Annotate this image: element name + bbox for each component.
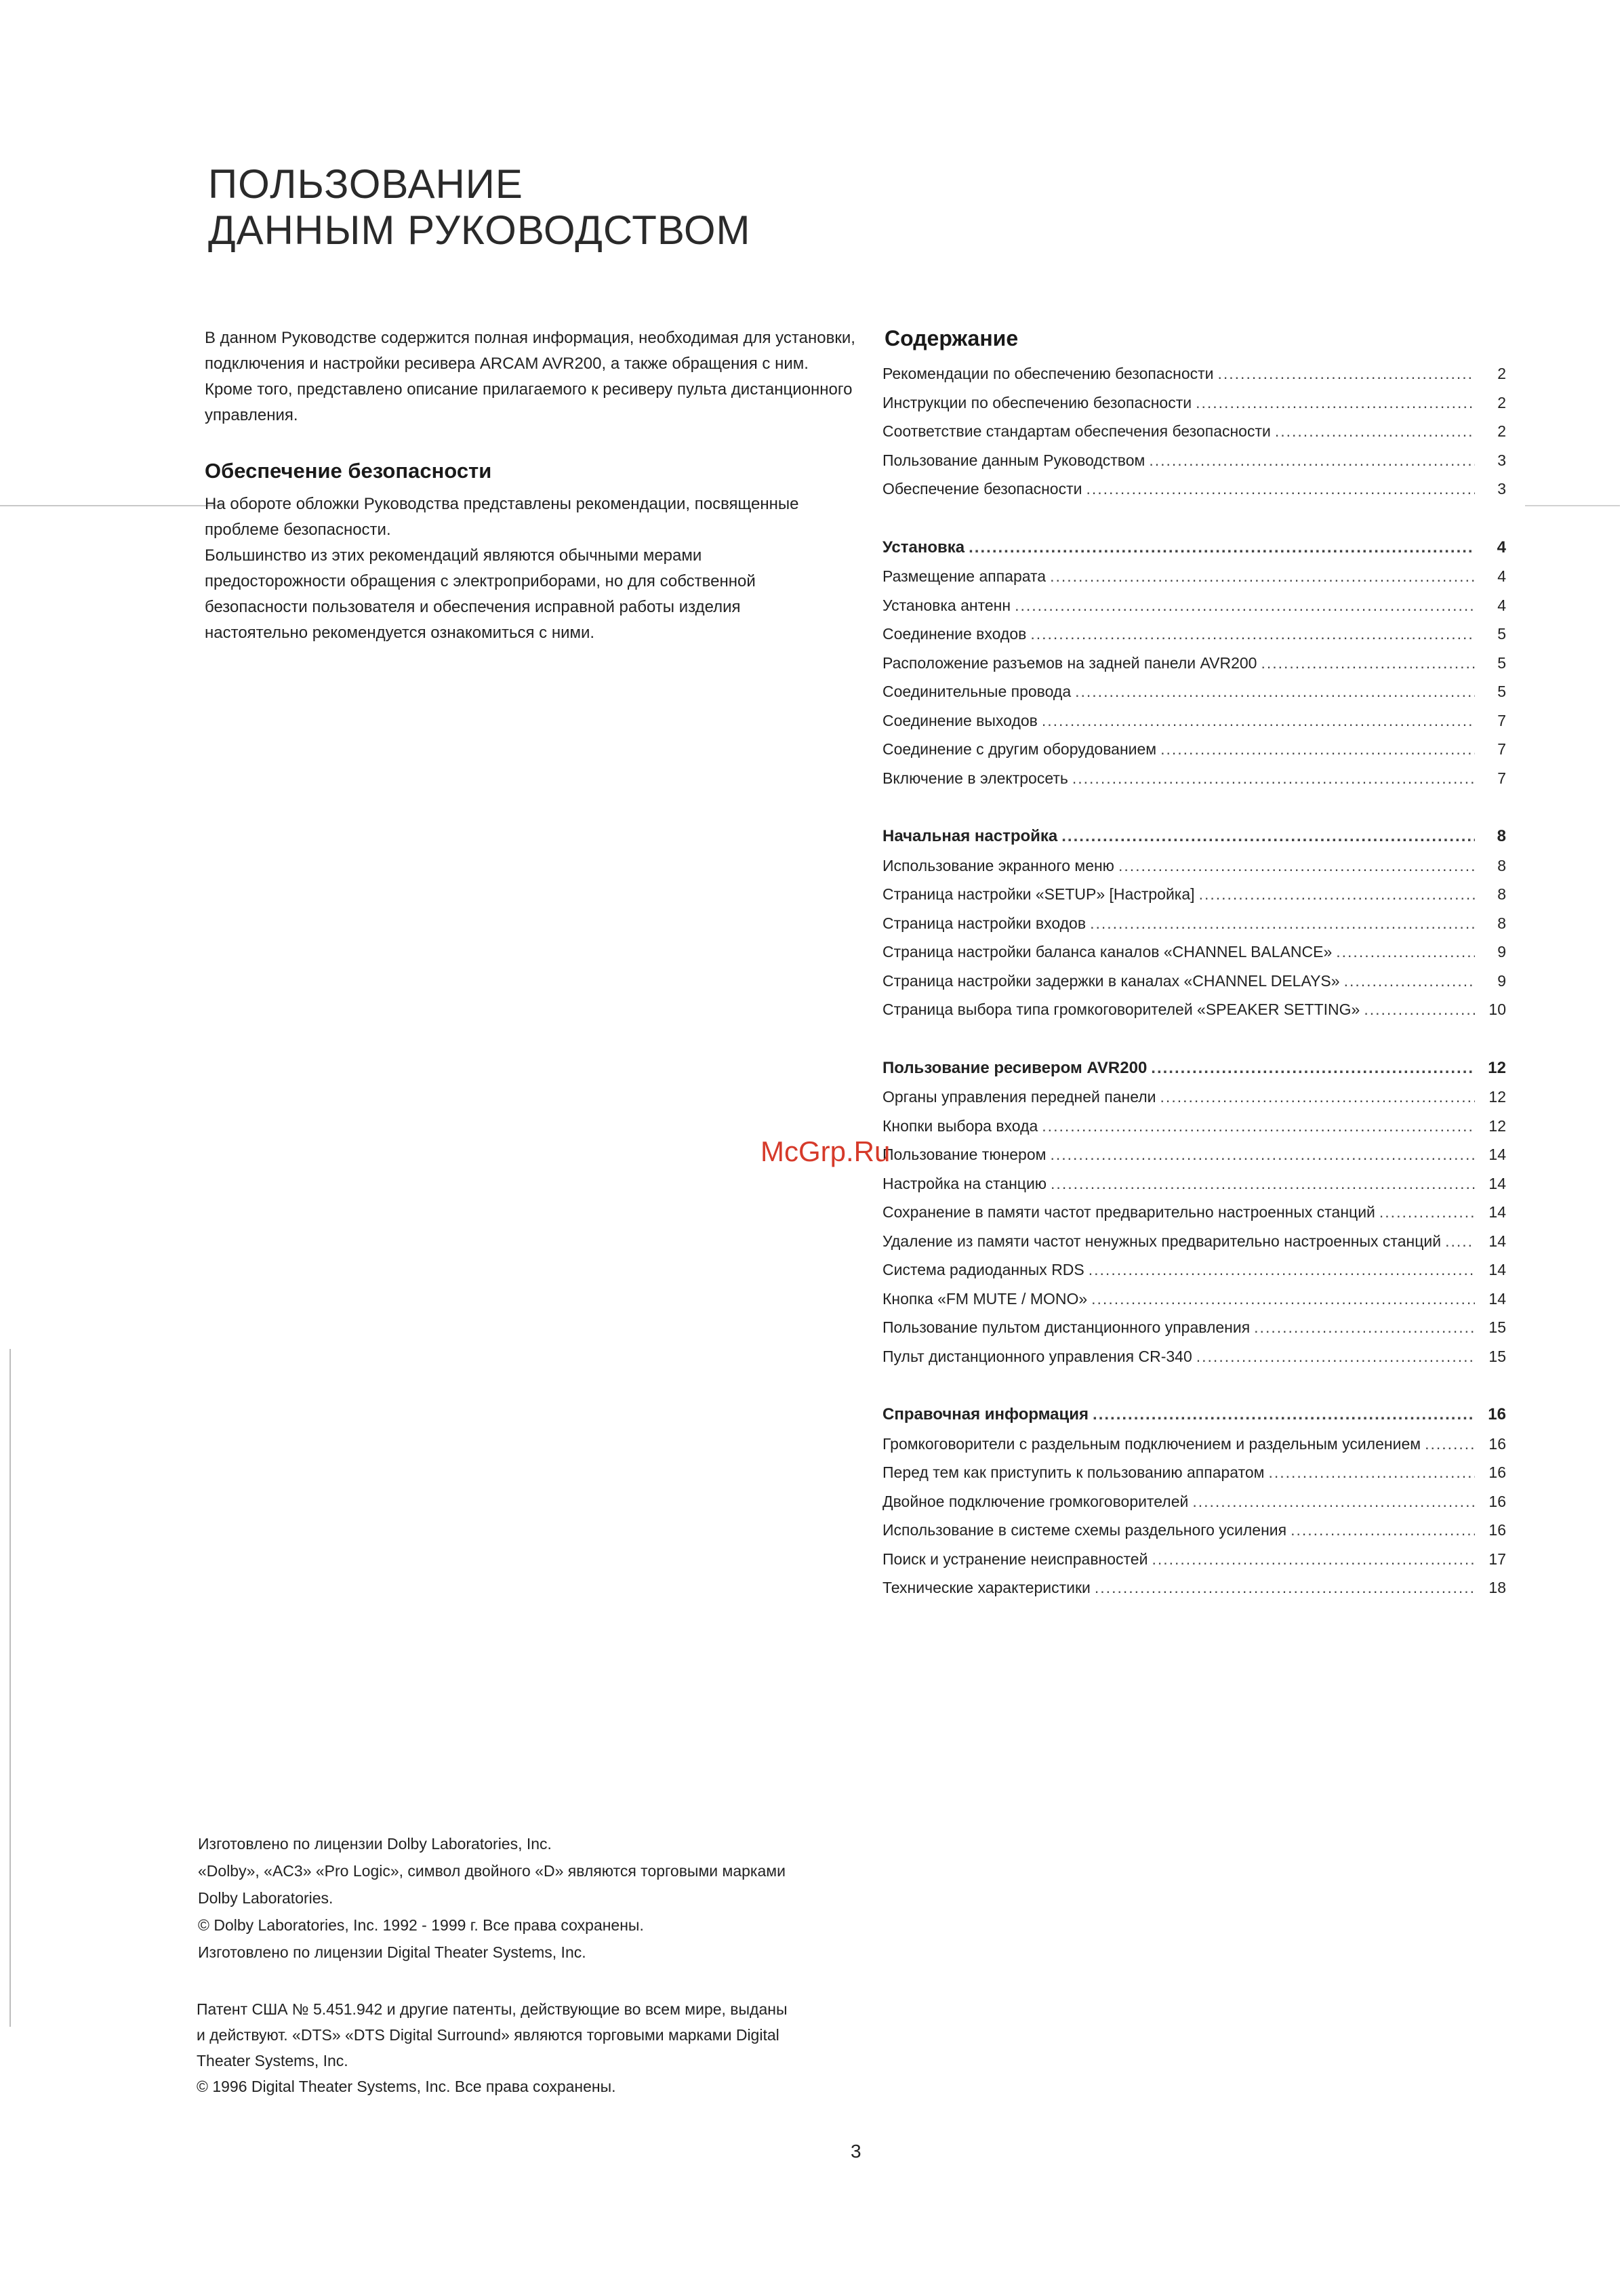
toc-entry-page: 7: [1497, 740, 1506, 758]
toc-leader-dots: [1192, 1487, 1475, 1516]
toc-leader-dots: [1089, 1255, 1475, 1285]
toc-leader-dots: [1160, 735, 1475, 764]
toc-entry-page: 14: [1488, 1146, 1506, 1163]
toc-entry-page: 5: [1497, 625, 1506, 643]
toc-entry-page: 4: [1497, 567, 1506, 585]
toc-leader-dots: [1095, 1573, 1475, 1602]
legal-line: Изготовлено по лицензии Digital Theater Systems, Inc.: [198, 1943, 586, 1961]
toc-entry-page: 3: [1497, 451, 1506, 469]
toc-entry-label: Установка антенн: [882, 596, 1011, 614]
toc-entry-page: 14: [1488, 1289, 1506, 1308]
toc-leader-dots: [1030, 620, 1475, 649]
toc-leader-dots: [1072, 764, 1475, 793]
toc-section: [882, 1400, 1506, 1602]
toc-entry-label: Соединительные провода: [882, 683, 1072, 700]
toc-entry: [882, 1140, 1506, 1169]
toc-entry-label: Система радиоданных RDS: [882, 1261, 1084, 1278]
toc-leader-dots: [1336, 937, 1475, 967]
scan-artifact-line: [0, 505, 224, 506]
toc-entry-page: 18: [1488, 1579, 1506, 1596]
toc-entry-page: 14: [1488, 1174, 1506, 1192]
toc-entry-page: 16: [1488, 1492, 1506, 1510]
toc-entry-page: 17: [1488, 1550, 1506, 1568]
toc-entry-label: Пользование тюнером: [882, 1146, 1047, 1163]
toc-entry: [882, 851, 1506, 881]
toc-entry-page: 3: [1497, 480, 1506, 498]
toc-entry-page: 9: [1497, 971, 1506, 990]
toc-entry-label: Страница настройки «SETUP» [Настройка]: [882, 885, 1195, 903]
toc-entry-page: 15: [1488, 1347, 1506, 1365]
toc-entry-label: Соединение входов: [882, 625, 1027, 643]
toc-leader-dots: [1087, 474, 1476, 504]
toc-leader-dots: [1090, 909, 1475, 938]
toc-entry-page: 4: [1497, 596, 1506, 614]
toc-entry-page: 10: [1488, 1001, 1506, 1018]
toc-entry-label: Использование экранного меню: [882, 856, 1114, 874]
toc-leader-dots: [1196, 388, 1475, 418]
toc-entry-label: Кнопки выбора входа: [882, 1116, 1038, 1135]
legal-line: «Dolby», «AC3» «Pro Logic», символ двойного «D» являются торговыми марками: [198, 1862, 786, 1880]
toc-entry-label: Сохранение в памяти частот предварительно настроенных станций: [882, 1203, 1375, 1221]
toc-entry-page: 16: [1488, 1463, 1506, 1481]
toc-leader-dots: [1091, 1285, 1475, 1314]
toc-entry: [882, 735, 1506, 764]
toc-entry: [882, 1169, 1506, 1198]
toc-leader-dots: [1015, 591, 1475, 620]
toc-entry: [882, 1516, 1506, 1545]
toc-entry-label: Органы управления передней панели: [882, 1088, 1156, 1106]
table-of-contents: [882, 359, 1506, 1632]
toc-entry-label: Инструкции по обеспечению безопасности: [882, 393, 1192, 411]
toc-entry-label: Обеспечение безопасности: [882, 480, 1082, 498]
toc-entry-page: 12: [1488, 1116, 1506, 1135]
toc-section: [882, 533, 1506, 793]
toc-leader-dots: [1199, 880, 1475, 909]
toc-leader-dots: [1075, 677, 1475, 706]
toc-entry-label: Страница настройки задержки в каналах «CHANNEL DELAYS»: [882, 971, 1340, 990]
toc-leader-dots: [1152, 1545, 1475, 1574]
toc-entry-label: Страница настройки входов: [882, 914, 1087, 932]
toc-entry-page: 2: [1497, 365, 1506, 382]
toc-entry: [882, 1545, 1506, 1574]
legal-line: и действуют. «DTS» «DTS Digital Surround» являются торговыми марками Digital: [197, 2026, 779, 2044]
page-title: [208, 161, 751, 254]
scan-artifact-line: [1525, 505, 1620, 506]
legal-line: Theater Systems, Inc.: [197, 2052, 348, 2069]
toc-entry: [882, 417, 1506, 446]
toc-entry-page: 8: [1497, 827, 1506, 845]
page-title-line-1: ПОЛЬЗОВАНИЕ: [208, 161, 523, 207]
toc-entry-page: 14: [1488, 1203, 1506, 1221]
scan-artifact-edge: [9, 1349, 11, 2027]
toc-entry-page: 12: [1488, 1088, 1506, 1106]
toc-entry: [882, 620, 1506, 649]
toc-section: [882, 359, 1506, 504]
toc-entry-page: 14: [1488, 1261, 1506, 1278]
legal-line: © Dolby Laboratories, Inc. 1992 - 1999 г. Все права сохранены.: [198, 1916, 644, 1934]
toc-leader-dots: [1051, 1169, 1475, 1198]
toc-entry: [882, 1342, 1506, 1371]
toc-entry-page: 5: [1497, 683, 1506, 700]
toc-entry-label: Соединение выходов: [882, 711, 1038, 729]
toc-entry: [882, 474, 1506, 504]
toc-section-title: [882, 1054, 1506, 1083]
safety-paragraph-1: На обороте обложки Руководства представлены рекомендации, посвященные проблеме безопасности.: [205, 495, 799, 539]
toc-leader-dots: [1196, 1342, 1475, 1371]
toc-entry: [882, 706, 1506, 735]
toc-entry-page: 15: [1488, 1318, 1506, 1336]
toc-entry-label: Громкоговорители с раздельным подключением и раздельным усилением: [882, 1434, 1421, 1453]
toc-entry: [882, 562, 1506, 591]
page-title-line-2: ДАННЫМ РУКОВОДСТВОМ: [208, 207, 751, 253]
toc-entry: [882, 388, 1506, 418]
toc-entry-label: Установка: [882, 538, 965, 557]
toc-entry-label: Соответствие стандартам обеспечения безопасности: [882, 422, 1271, 440]
intro-paragraph: В данном Руководстве содержится полная информация, необходимая для установки, подключения и настройки ресивера ARCAM AVR200, а также обращения с ним. Кроме того, представлено описание прилагаемого к ресиверу пульта дистанционного управления.: [205, 329, 855, 424]
toc-entry-label: Страница настройки баланса каналов «CHANNEL BALANCE»: [882, 943, 1333, 961]
safety-paragraph-2: Большинство из этих рекомендаций являются обычными мерами предосторожности обращения с электроприборами, но для собственной безопасности пользователя и обеспечения исправной работы изделия настоятельно рекомендуется ознакомиться с ними.: [205, 546, 756, 642]
safety-text: [205, 491, 842, 646]
toc-entry-label: Использование в системе схемы раздельного усиления: [882, 1521, 1287, 1539]
toc-entry-label: Размещение аппарата: [882, 567, 1047, 585]
toc-leader-dots: [1050, 562, 1475, 591]
toc-leader-dots: [1042, 1112, 1475, 1141]
toc-entry-page: 16: [1488, 1405, 1506, 1423]
toc-entry: [882, 937, 1506, 967]
toc-leader-dots: [1093, 1400, 1475, 1430]
toc-entry-page: 16: [1488, 1521, 1506, 1539]
toc-leader-dots: [1218, 359, 1476, 388]
toc-leader-dots: [1268, 1458, 1475, 1487]
toc-entry: [882, 967, 1506, 996]
toc-leader-dots: [1291, 1516, 1475, 1545]
toc-leader-dots: [1445, 1227, 1475, 1256]
toc-leader-dots: [1050, 1140, 1475, 1169]
toc-leader-dots: [1425, 1430, 1475, 1459]
toc-leader-dots: [1118, 851, 1475, 881]
toc-leader-dots: [1261, 649, 1475, 678]
toc-entry: [882, 1285, 1506, 1314]
toc-entry-page: 4: [1497, 538, 1506, 557]
toc-entry: [882, 1198, 1506, 1227]
toc-leader-dots: [1254, 1313, 1475, 1342]
toc-entry: [882, 1313, 1506, 1342]
toc-entry: [882, 1573, 1506, 1602]
toc-entry: [882, 1430, 1506, 1459]
safety-heading: Обеспечение безопасности: [205, 459, 492, 483]
toc-entry-page: 7: [1497, 769, 1506, 787]
toc-entry: [882, 880, 1506, 909]
toc-entry-label: Страница выбора типа громкоговорителей «SPEAKER SETTING»: [882, 1001, 1360, 1018]
toc-section: [882, 1054, 1506, 1371]
toc-entry: [882, 1112, 1506, 1141]
toc-heading: Содержание: [885, 326, 1019, 350]
toc-entry-page: 9: [1497, 943, 1506, 961]
toc-entry-label: Пульт дистанционного управления CR-340: [882, 1347, 1192, 1365]
legal-line: Изготовлено по лицензии Dolby Laboratories, Inc.: [198, 1835, 552, 1853]
toc-entry: [882, 649, 1506, 678]
toc-entry-label: Удаление из памяти частот ненужных предварительно настроенных станций: [882, 1232, 1442, 1250]
toc-entry: [882, 1458, 1506, 1487]
toc-entry-page: 5: [1497, 653, 1506, 672]
toc-leader-dots: [1151, 1054, 1475, 1083]
legal-line: Патент США № 5.451.942 и другие патенты, действующие во всем мире, выданы: [197, 2000, 788, 2018]
toc-entry: [882, 591, 1506, 620]
toc-entry-label: Расположение разъемов на задней панели AVR200: [882, 653, 1257, 672]
watermark: McGrp.Ru: [760, 1135, 891, 1167]
toc-entry-label: Пользование ресивером AVR200: [882, 1058, 1148, 1077]
toc-section-title: [882, 1400, 1506, 1430]
toc-entry: [882, 909, 1506, 938]
toc-leader-dots: [1379, 1198, 1475, 1227]
toc-leader-dots: [1061, 822, 1475, 851]
toc-section: [882, 822, 1506, 1024]
page-number: 3: [851, 2141, 861, 2162]
toc-entry-label: Технические характеристики: [882, 1579, 1091, 1596]
toc-entry: [882, 1083, 1506, 1112]
toc-entry-label: Справочная информация: [882, 1405, 1089, 1423]
toc-entry-page: 2: [1497, 393, 1506, 411]
toc-section-title: [882, 822, 1506, 851]
toc-entry: [882, 677, 1506, 706]
toc-entry: [882, 446, 1506, 475]
toc-entry-label: Пользование пультом дистанционного управления: [882, 1318, 1251, 1336]
legal-line: © 1996 Digital Theater Systems, Inc. Все права сохранены.: [197, 2078, 616, 2095]
toc-entry: [882, 359, 1506, 388]
toc-entry-page: 2: [1497, 422, 1506, 440]
toc-entry-label: Двойное подключение громкоговорителей: [882, 1492, 1189, 1510]
toc-entry-page: 8: [1497, 856, 1506, 874]
toc-entry: [882, 1255, 1506, 1285]
toc-entry-label: Соединение с другим оборудованием: [882, 740, 1157, 758]
toc-entry-label: Кнопка «FM MUTE / MONO»: [882, 1289, 1088, 1308]
toc-leader-dots: [1344, 967, 1475, 996]
toc-entry: [882, 1227, 1506, 1256]
toc-entry-page: 16: [1488, 1434, 1506, 1453]
legal-notice-dolby: [198, 1830, 849, 1966]
toc-entry-label: Пользование данным Руководством: [882, 451, 1145, 469]
toc-entry-label: Перед тем как приступить к пользованию аппаратом: [882, 1463, 1265, 1481]
toc-entry-page: 8: [1497, 914, 1506, 932]
legal-line: Dolby Laboratories.: [198, 1889, 333, 1907]
toc-leader-dots: [1160, 1083, 1475, 1112]
toc-entry-label: Настройка на станцию: [882, 1174, 1047, 1192]
legal-notice-dts: [197, 1996, 847, 2099]
toc-entry: [882, 764, 1506, 793]
toc-section-title: [882, 533, 1506, 563]
toc-entry-label: Включение в электросеть: [882, 769, 1068, 787]
toc-entry-label: Начальная настройка: [882, 827, 1058, 845]
toc-entry-page: 14: [1488, 1232, 1506, 1250]
toc-leader-dots: [1364, 995, 1475, 1024]
toc-leader-dots: [1275, 417, 1475, 446]
toc-entry: [882, 1487, 1506, 1516]
toc-entry-label: Поиск и устранение неисправностей: [882, 1550, 1148, 1568]
toc-entry-page: 7: [1497, 711, 1506, 729]
toc-entry-label: Рекомендации по обеспечению безопасности: [882, 365, 1214, 382]
toc-entry: [882, 995, 1506, 1024]
toc-leader-dots: [1042, 706, 1475, 735]
toc-entry-page: 8: [1497, 885, 1506, 903]
toc-leader-dots: [1149, 446, 1475, 475]
toc-leader-dots: [969, 533, 1475, 563]
toc-entry-page: 12: [1488, 1058, 1506, 1077]
